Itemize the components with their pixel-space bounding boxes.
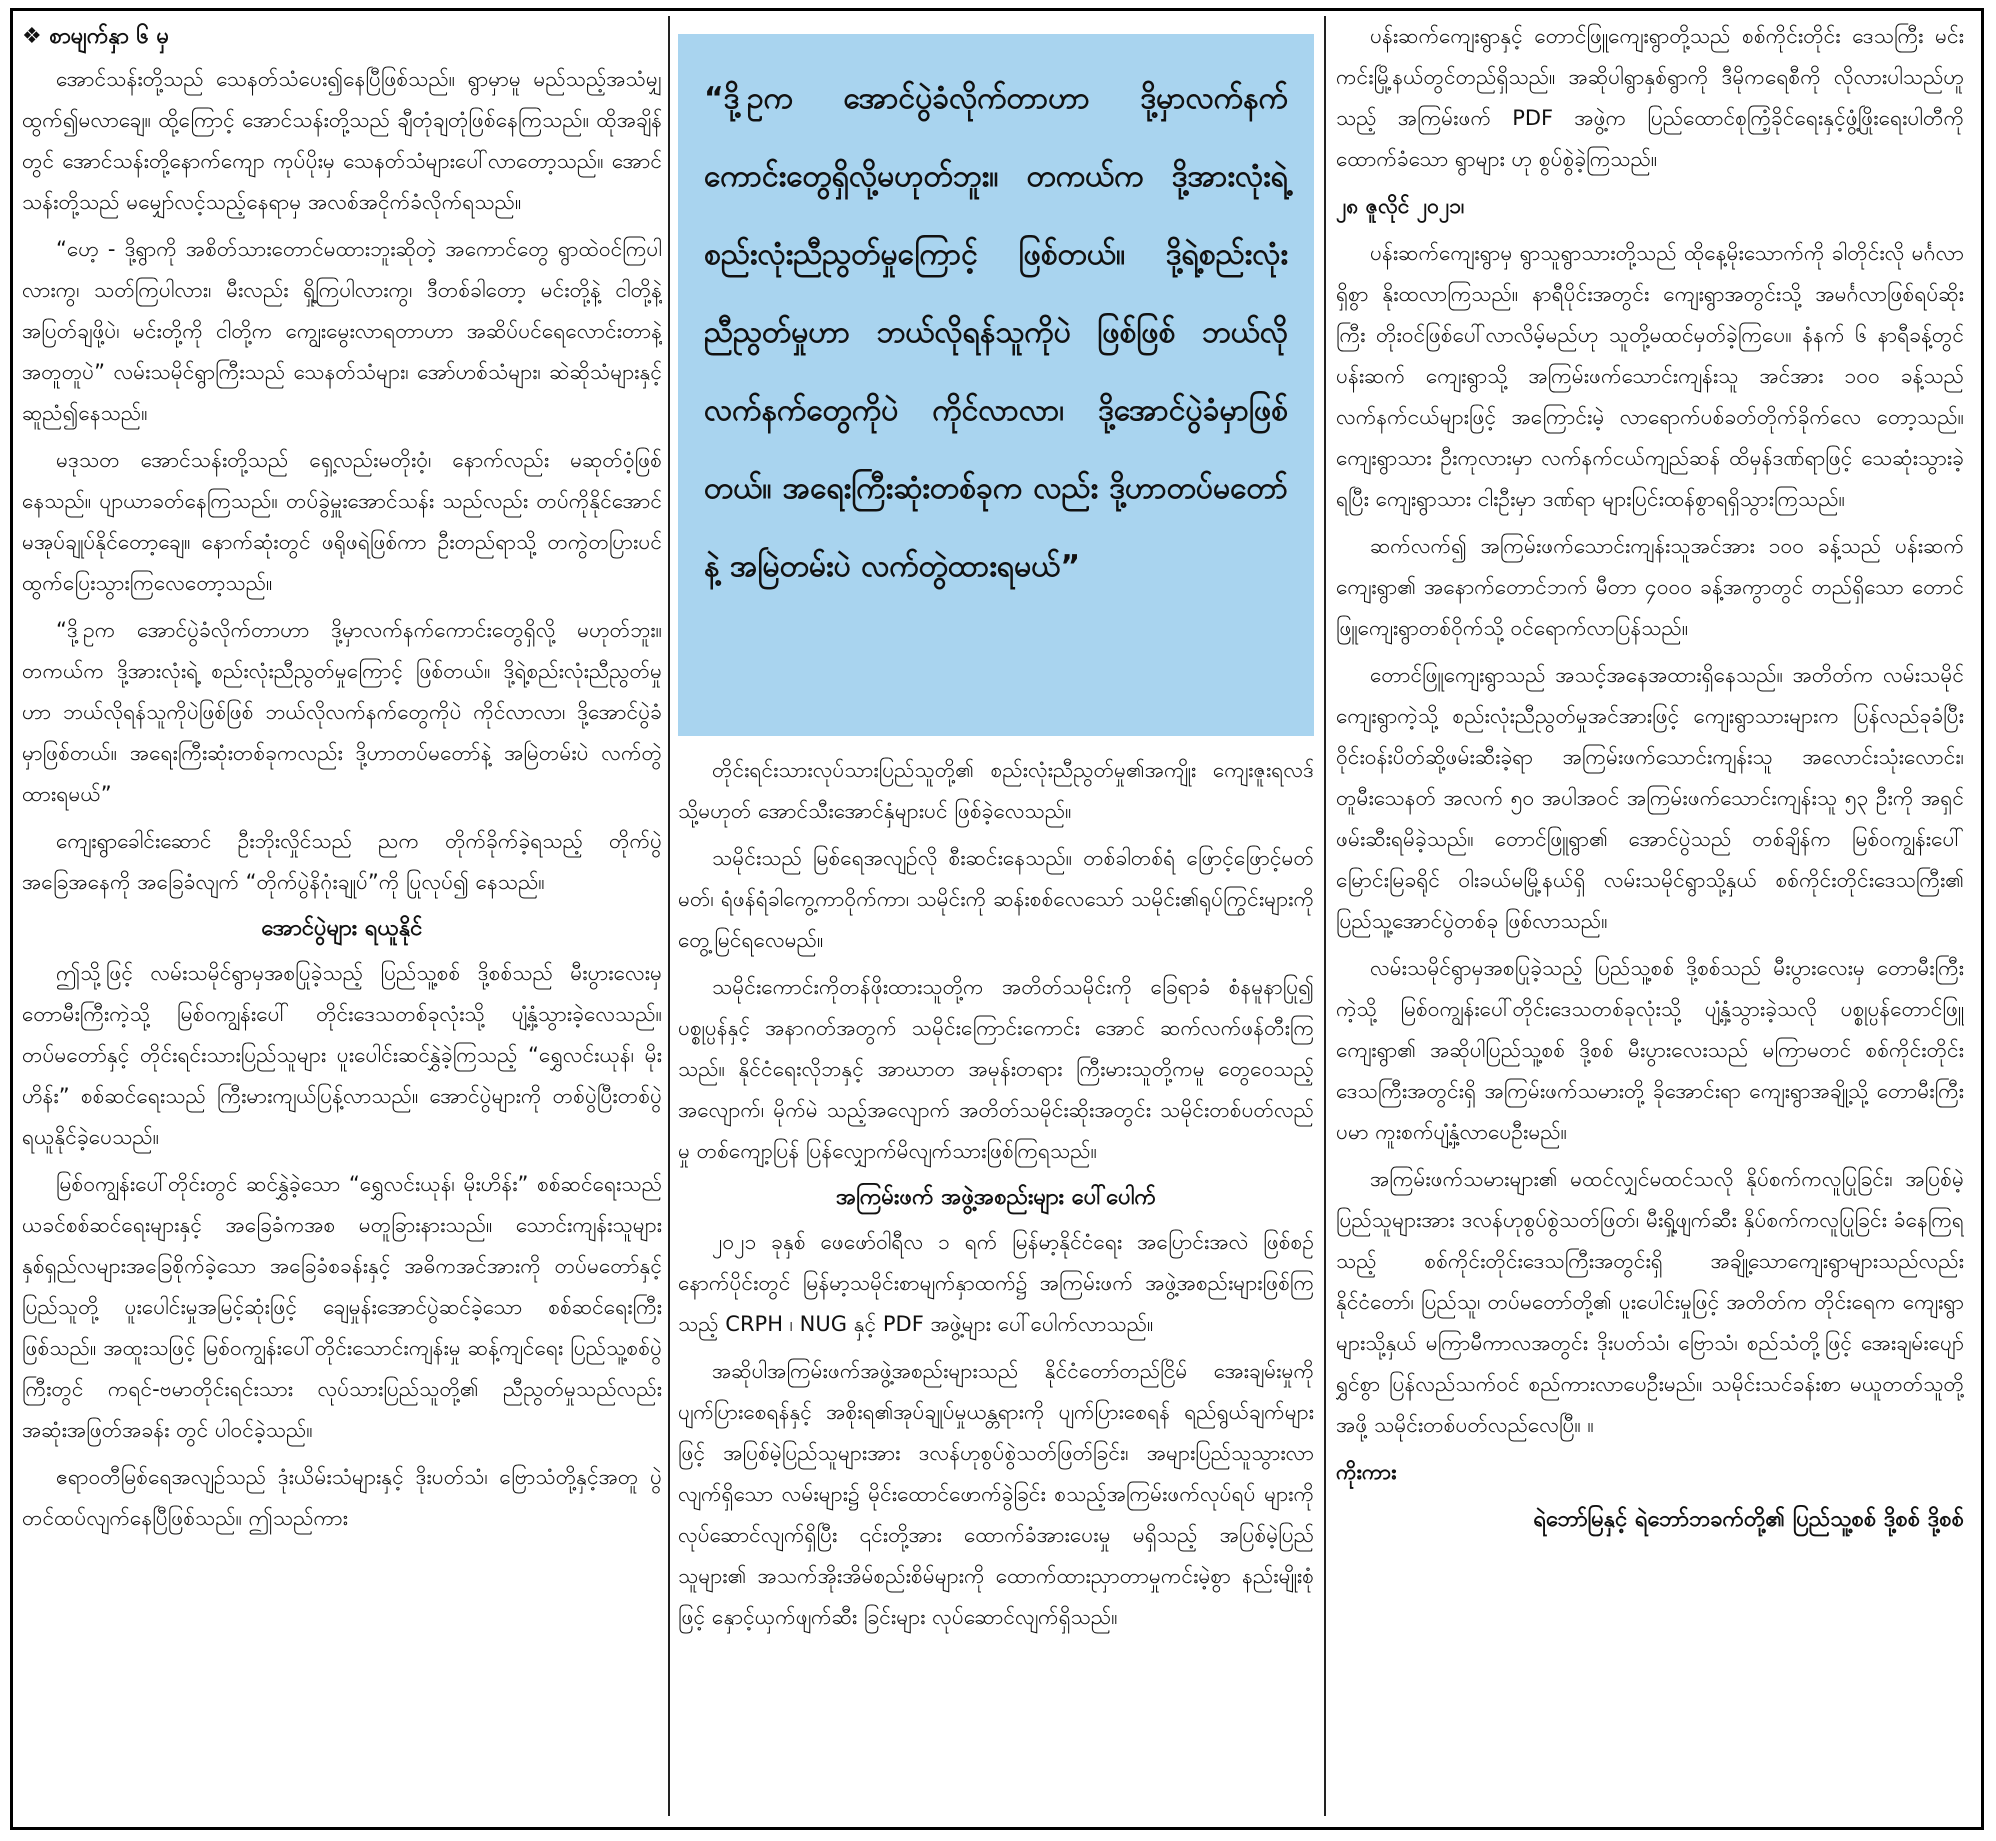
paragraph: အောင်သန်းတို့သည် သေနတ်သံပေး၍နေပြီဖြစ်သည်။ ရွာမှာမူ မည်သည့်အသံမျှ ထွက်၍မလာချေ။ ထို့ကြောင့် အောင်သန်းတို့သည် ချီတုံချတုံဖြစ်နေကြသည်။ ထိုအချိန်တွင် အောင်သန်းတို့နောက်ကျော ကုပ်ပိုးမှ သေနတ်သံများပေါ်လာတော့သည်။ အောင်သန်းတို့သည် မမျှော်လင့်သည့်နေရာမှ အလစ်အငိုက်ခံလိုက်ရသည်။ xyxy=(22,67,662,214)
paragraph: သမိုင်းသည် မြစ်ရေအလျဉ်လို စီးဆင်းနေသည်။ တစ်ခါတစ်ရံ ဖြောင့်ဖြောင့်မတ်မတ်၊ ရံဖန်ရံခါကွေ့ကာဝိုက်ကာ၊ သမိုင်းကို ဆန်းစစ်လေသော် သမိုင်း၏ရုပ်ကြွင်းများကို တွေ့မြင်ရလေမည်။ xyxy=(678,846,1314,952)
paragraph: ကျေးရွာခေါင်းဆောင် ဦးဘိုးလှိုင်သည် ညက တိုက်ခိုက်ခဲ့ရသည့် တိုက်ပွဲအခြေအနေကို အခြေခံလျက် “တိုက်ပွဲနိဂုံးချုပ်”ကို ပြုလုပ်၍ နေသည်။ xyxy=(22,829,662,894)
paragraph: “ဟေ့ - ဒို့ရွာကို အစိတ်သားတောင်မထားဘူးဆိုတဲ့ အကောင်တွေ ရွာထဲဝင်ကြပါလားကွ၊ သတ်ကြပါလား၊ မီးလည်း ရှို့ကြပါလားကွ၊ ဒီတစ်ခါတော့ မင်းတို့နဲ့ ငါတို့နဲ့ အပြတ်ချဖို့ပဲ၊ မင်းတို့ကို ငါတို့က ကျွေးမွေးလာရတာဟာ အဆိပ်ပင်ရေလောင်းတာနဲ့ အတူတူပဲ” လမ်းသမိုင်ရွာကြီးသည် သေနတ်သံများ၊ အော်ဟစ်သံများ၊ ဆဲဆိုသံများနှင့် ဆူညံ၍နေသည်။ xyxy=(22,237,662,425)
paragraph: ဆက်လက်၍ အကြမ်းဖက်သောင်းကျန်းသူအင်အား ၁၀၀ ခန့်သည် ပန်းဆက်ကျေးရွာ၏ အနောက်တောင်ဘက် မီတာ ၄၀၀၀ ခန့်အကွာတွင် တည်ရှိသော တောင်ဖြူကျေးရွာတစ်ဝိုက်သို့ ဝင်ရောက်လာပြန်သည်။ xyxy=(1336,534,1964,640)
paragraph: အဆိုပါအကြမ်းဖက်အဖွဲ့အစည်းများသည် နိုင်ငံတော်တည်ငြိမ် အေးချမ်းမှုကို ပျက်ပြားစေရန်နှင့် အစိုးရ၏အုပ်ချုပ်မှုယန္တရားကို ပျက်ပြားစေရန် ရည်ရွယ်ချက်များဖြင့် အပြစ်မဲ့ပြည်သူများအား ဒလန်ဟုစွပ်စွဲသတ်ဖြတ်ခြင်း၊ အများပြည်သူသွားလာလျက်ရှိသော လမ်းများ၌ မိုင်းထောင်ဖောက်ခွဲခြင်း စသည့်အကြမ်းဖက်လုပ်ရပ် များကို လုပ်ဆောင်လျက်ရှိပြီး ၎င်းတို့အား ထောက်ခံအားပေးမှု မရှိသည့် အပြစ်မဲ့ပြည်သူများ၏ အသက်အိုးအိမ်စည်းစိမ်များကို ထောက်ထားညှာတာမှုကင်းမဲ့စွာ နည်းမျိုးစုံဖြင့် နှောင့်ယှက်ဖျက်ဆီး ခြင်းများ လုပ်ဆောင်လျက်ရှိသည်။ xyxy=(678,1359,1314,1629)
paragraph: မဒုသတ အောင်သန်းတို့သည် ရှေ့လည်းမတိုးဝံ့၊ နောက်လည်း မဆုတ်ဝံ့ဖြစ်နေသည်။ ပျာယာခတ်နေကြသည်။ တပ်ခွဲမှူးအောင်သန်း သည်လည်း တပ်ကိုနိုင်အောင် မအုပ်ချုပ်နိုင်တော့ချေ။ နောက်ဆုံးတွင် ဖရိုဖရဲဖြစ်ကာ ဦးတည်ရာသို့ တကွဲတပြားပင် ထွက်ပြေးသွားကြလေတော့သည်။ xyxy=(22,448,662,595)
paragraph: “ဒို့ဥက အောင်ပွဲခံလိုက်တာဟာ ဒို့မှာလက်နက်ကောင်းတွေရှိလို့ မဟုတ်ဘူး။ တကယ်က ဒို့အားလုံးရဲ့ စည်းလုံးညီညွတ်မှုကြောင့် ဖြစ်တယ်။ ဒို့ရဲ့စည်းလုံးညီညွတ်မှုဟာ ဘယ်လိုရန်သူကိုပဲဖြစ်ဖြစ် ဘယ်လိုလက်နက်တွေကိုပဲ ကိုင်လာလာ၊ ဒို့အောင်ပွဲခံမှာဖြစ်တယ်။ အရေးကြီးဆုံးတစ်ခုကလည်း ဒို့ဟာတပ်မတော်နဲ့ အမြဲတမ်းပဲ လက်တွဲထားရမယ်” xyxy=(22,618,662,806)
continued-from-label: ❖ စာမျက်နှာ ၆ မှ xyxy=(22,24,170,49)
paragraph: ဧရာဝတီမြစ်ရေအလျဉ်သည် ဒုံးယိမ်းသံများနှင့် ဒိုးပတ်သံ၊ ဗြောသံတို့နှင့်အတူ ပွဲတင်ထပ်လျက်နေပြီဖြစ်သည်။ ဤသည်ကား xyxy=(22,1465,662,1530)
column-rule-2 xyxy=(1324,16,1326,1816)
subheading: အောင်ပွဲများ ရယူနိုင် xyxy=(261,916,423,941)
article-column-2 xyxy=(678,16,1314,1822)
paragraph: တိုင်းရင်းသားလုပ်သားပြည်သူတို့၏ စည်းလုံးညီညွတ်မှု၏အကျိုး ကျေးဇူးရလဒ် သို့မဟုတ် အောင်သီးအောင်နှံများပင် ဖြစ်ခဲ့လေသည်။ xyxy=(678,758,1314,823)
pull-quote-box xyxy=(678,34,1314,736)
dateline: ၂၈ ဇူလိုင် ၂၀၂၁၊ xyxy=(1336,194,1465,218)
paragraph: ပန်းဆက်ကျေးရွာမှ ရွာသူရွာသားတို့သည် ထိုနေ့မိုးသောက်ကို ခါတိုင်းလို မင်္ဂလာရှိစွာ နိုးထလာကြသည်။ နာရီပိုင်းအတွင်း ကျေးရွာအတွင်းသို့ အမင်္ဂလာဖြစ်ရပ်ဆိုးကြီး တိုးဝင်ဖြစ်ပေါ်လာလိမ့်မည်ဟု သူတို့မထင်မှတ်ခဲ့ကြပေ။ နံနက် ၆ နာရီခန့်တွင် ပန်းဆက် ကျေးရွာသို့ အကြမ်းဖက်သောင်းကျန်းသူ အင်အား ၁၀၀ ခန့်သည် လက်နက်ငယ်များဖြင့် အကြောင်းမဲ့ လာရောက်ပစ်ခတ်တိုက်ခိုက်လေ တော့သည်။ ကျေးရွာသား ဦးကုလားမှာ လက်နက်ငယ်ကျည်ဆန် ထိမှန်ဒဏ်ရာဖြင့် သေဆုံးသွားခဲ့ရပြီး ကျေးရွာသား ငါးဦးမှာ ဒဏ်ရာ များပြင်းထန်စွာရရှိသွားကြသည်။ xyxy=(1336,241,1964,511)
paragraph: လမ်းသမိုင်ရွာမှအစပြုခဲ့သည့် ပြည်သူ့စစ် ဒို့စစ်သည် မီးပွားလေးမှ တောမီးကြီးကဲ့သို့ မြစ်ဝကျွန်းပေါ်တိုင်းဒေသတစ်ခုလုံးသို့ ပျံ့နှံ့သွားခဲ့သလို ပစ္စုပ္ပန်တောင်ဖြူကျေးရွာ၏ အဆိုပါပြည်သူ့စစ် ဒို့စစ် မီးပွားလေးသည် မကြာမတင် စစ်ကိုင်းတိုင်းဒေသကြီးအတွင်းရှိ အကြမ်းဖက်သမားတို့ ခိုအောင်းရာ ကျေးရွာအချို့သို့ တောမီးကြီးပမာ ကူးစက်ပျံ့နှံ့လာပေဦးမည်။ xyxy=(1336,956,1964,1144)
article-column-1 xyxy=(22,16,662,1822)
column-rule-1 xyxy=(668,16,670,1816)
article-column-3 xyxy=(1336,16,1964,1822)
paragraph: ပန်းဆက်ကျေးရွာနှင့် တောင်ဖြူကျေးရွာတို့သည် စစ်ကိုင်းတိုင်း ဒေသကြီး မင်းကင်းမြို့နယ်တွင်တည်ရှိသည်။ အဆိုပါရွာနှစ်ရွာကို ဒီမိုကရေစီကို လိုလားပါသည်ဟူသည့် အကြမ်းဖက် PDF အဖွဲ့က ပြည်ထောင်စုကြံ့ခိုင်ရေးနှင့်ဖွံ့ဖြိုးရေးပါတီကို ထောက်ခံသော ရွာများ ဟု စွပ်စွဲခဲ့ကြသည်။ xyxy=(1336,24,1964,171)
pull-quote: “ဒို့ဥက အောင်ပွဲခံလိုက်တာဟာ ဒို့မှာလက်နက်ကောင်းတွေရှိလို့မဟုတ်ဘူး။ တကယ်က ဒို့အားလုံးရဲ့ စည်းလုံးညီညွတ်မှုကြောင့် ဖြစ်တယ်။ ဒို့ရဲ့စည်းလုံးညီညွတ်မှုဟာ ဘယ်လိုရန်သူကိုပဲ ဖြစ်ဖြစ် ဘယ်လိုလက်နက်တွေကိုပဲ ကိုင်လာလာ၊ ဒို့အောင်ပွဲခံမှာဖြစ်တယ်။ အရေးကြီးဆုံးတစ်ခုက လည်း ဒို့ဟာတပ်မတော်နဲ့ အမြဲတမ်းပဲ လက်တွဲထားရမယ်” xyxy=(704,81,1288,584)
paragraph: ၂၀၂၁ ခုနှစ် ဖေဖော်ဝါရီလ ၁ ရက် မြန်မာ့နိုင်ငံရေး အပြောင်းအလဲ ဖြစ်စဉ်နောက်ပိုင်းတွင် မြန်မာ့သမိုင်းစာမျက်နှာထက်၌ အကြမ်းဖက် အဖွဲ့အစည်းများဖြစ်ကြသည့် CRPH ၊ NUG နှင့် PDF အဖွဲ့များ ပေါ်ပေါက်လာသည်။ xyxy=(678,1230,1314,1336)
paragraph: အကြမ်းဖက်သမားများ၏ မထင်လျှင်မထင်သလို နိုပ်စက်ကလူပြုခြင်း၊ အပြစ်မဲ့ပြည်သူများအား ဒလန်ဟုစွပ်စွဲသတ်ဖြတ်၊ မီးရှို့ဖျက်ဆီး နှိပ်စက်ကလူပြုခြင်း ခံနေကြရသည့် စစ်ကိုင်းတိုင်းဒေသကြီးအတွင်းရှိ အချို့သောကျေးရွာများသည်လည်း နိုင်ငံတော်၊ ပြည်သူ၊ တပ်မတော်တို့၏ ပူးပေါင်းမှုဖြင့် အတိတ်က တိုင်းရေက ကျေးရွာ များသို့နှယ် မကြာမီကာလအတွင်း ဒိုးပတ်သံ၊ ဗြောသံ၊ စည်သံတို့ဖြင့် အေးချမ်းပျော်ရွှင်စွာ ပြန်လည်သက်ဝင် စည်ကားလာပေဦးမည်။ သမိုင်းသင်ခန်းစာ မယူတတ်သူတို့အဖို့ သမိုင်းတစ်ပတ်လည်လေပြီ။ ။ xyxy=(1336,1167,1964,1437)
paragraph: သမိုင်းကောင်းကိုတန်ဖိုးထားသူတို့က အတိတ်သမိုင်းကို ခြေရာခံ စံနမူနာပြု၍ ပစ္စုပ္ပန်နှင့် အနာဂတ်အတွက် သမိုင်းကြောင်းကောင်း အောင် ဆက်လက်ဖန်တီးကြသည်။ နိုင်ငံရေးလိုဘနှင့် အာဃာတ အမုန်းတရား ကြီးမားသူတို့ကမူ တွေဝေသည့်အလျောက်၊ မိုက်မဲ သည့်အလျောက် အတိတ်သမိုင်းဆိုးအတွင်း သမိုင်းတစ်ပတ်လည်မှု တစ်ကျော့ပြန် ပြန်လျှောက်မိလျက်သားဖြစ်ကြရသည်။ xyxy=(678,975,1314,1163)
references-source: ရဲဘော်မြနှင့် ရဲဘော်ဘခက်တို့၏ ပြည်သူ့စစ် ဒို့စစ် ဒို့စစ် xyxy=(1533,1507,1964,1532)
paragraph: မြစ်ဝကျွန်းပေါ်တိုင်းတွင် ဆင်နွှဲခဲ့သော “ရွှေလင်းယုန်၊ မိုးဟိန်း” စစ်ဆင်ရေးသည် ယခင်စစ်ဆင်ရေးများနှင့် အခြေခံကအစ မတူခြားနားသည်။ သောင်းကျန်းသူများ နှစ်ရှည်လများအခြေစိုက်ခဲ့သော အခြေခံစခန်းနှင့် အဓိကအင်အားကို တပ်မတော်နှင့် ပြည်သူတို့ ပူးပေါင်းမှုအမြင့်ဆုံးဖြင့် ချေမှုန်းအောင်ပွဲဆင်ခဲ့သော စစ်ဆင်ရေးကြီး ဖြစ်သည်။ အထူးသဖြင့် မြစ်ဝကျွန်းပေါ်တိုင်းသောင်းကျန်းမှု ဆန့်ကျင်ရေး ပြည်သူ့စစ်ပွဲကြီးတွင် ကရင်-ဗမာတိုင်းရင်းသား လုပ်သားပြည်သူတို့၏ ညီညွတ်မှုသည်လည်း အဆုံးအဖြတ်အခန်း တွင် ပါဝင်ခဲ့သည်။ xyxy=(22,1172,662,1442)
subheading: အကြမ်းဖက် အဖွဲ့အစည်းများ ပေါ်ပေါက် xyxy=(835,1185,1157,1210)
references-label: ကိုးကား xyxy=(1336,1460,1397,1484)
paragraph: ဤသို့ဖြင့် လမ်းသမိုင်ရွာမှအစပြုခဲ့သည့် ပြည်သူ့စစ် ဒို့စစ်သည် မီးပွားလေးမှ တောမီးကြီးကဲ့သို့ မြစ်ဝကျွန်းပေါ် တိုင်းဒေသတစ်ခုလုံးသို့ ပျံ့နှံ့သွားခဲ့လေသည်။ တပ်မတော်နှင့် တိုင်းရင်းသားပြည်သူများ ပူးပေါင်းဆင်နွှဲခဲ့ကြသည့် “ရွှေလင်းယုန်၊ မိုးဟိန်း” စစ်ဆင်ရေးသည် ကြီးမားကျယ်ပြန့်လာသည်။ အောင်ပွဲများကို တစ်ပွဲပြီးတစ်ပွဲ ရယူနိုင်ခဲ့ပေသည်။ xyxy=(22,961,662,1149)
paragraph: တောင်ဖြူကျေးရွာသည် အသင့်အနေအထားရှိနေသည်။ အတိတ်က လမ်းသမိုင်ကျေးရွာကဲ့သို့ စည်းလုံးညီညွတ်မှုအင်အားဖြင့် ကျေးရွာသားများက ပြန်လည်ခုခံပြီး ဝိုင်းဝန်းပိတ်ဆို့ဖမ်းဆီးခဲ့ရာ အကြမ်းဖက်သောင်းကျန်းသူ အလောင်းသုံးလောင်း၊ တူမီးသေနတ် အလက် ၅၀ အပါအဝင် အကြမ်းဖက်သောင်းကျန်းသူ ၅၃ ဦးကို အရှင် ဖမ်းဆီးရမိခဲ့သည်။ တောင်ဖြူရွာ၏ အောင်ပွဲသည် တစ်ချိန်က မြစ်ဝကျွန်းပေါ် မြောင်းမြခရိုင် ဝါးခယ်မမြို့နယ်ရှိ လမ်းသမိုင်ရွာသို့နှယ် စစ်ကိုင်းတိုင်းဒေသကြီး၏ ပြည်သူ့အောင်ပွဲတစ်ခု ဖြစ်လာသည်။ xyxy=(1336,663,1964,933)
